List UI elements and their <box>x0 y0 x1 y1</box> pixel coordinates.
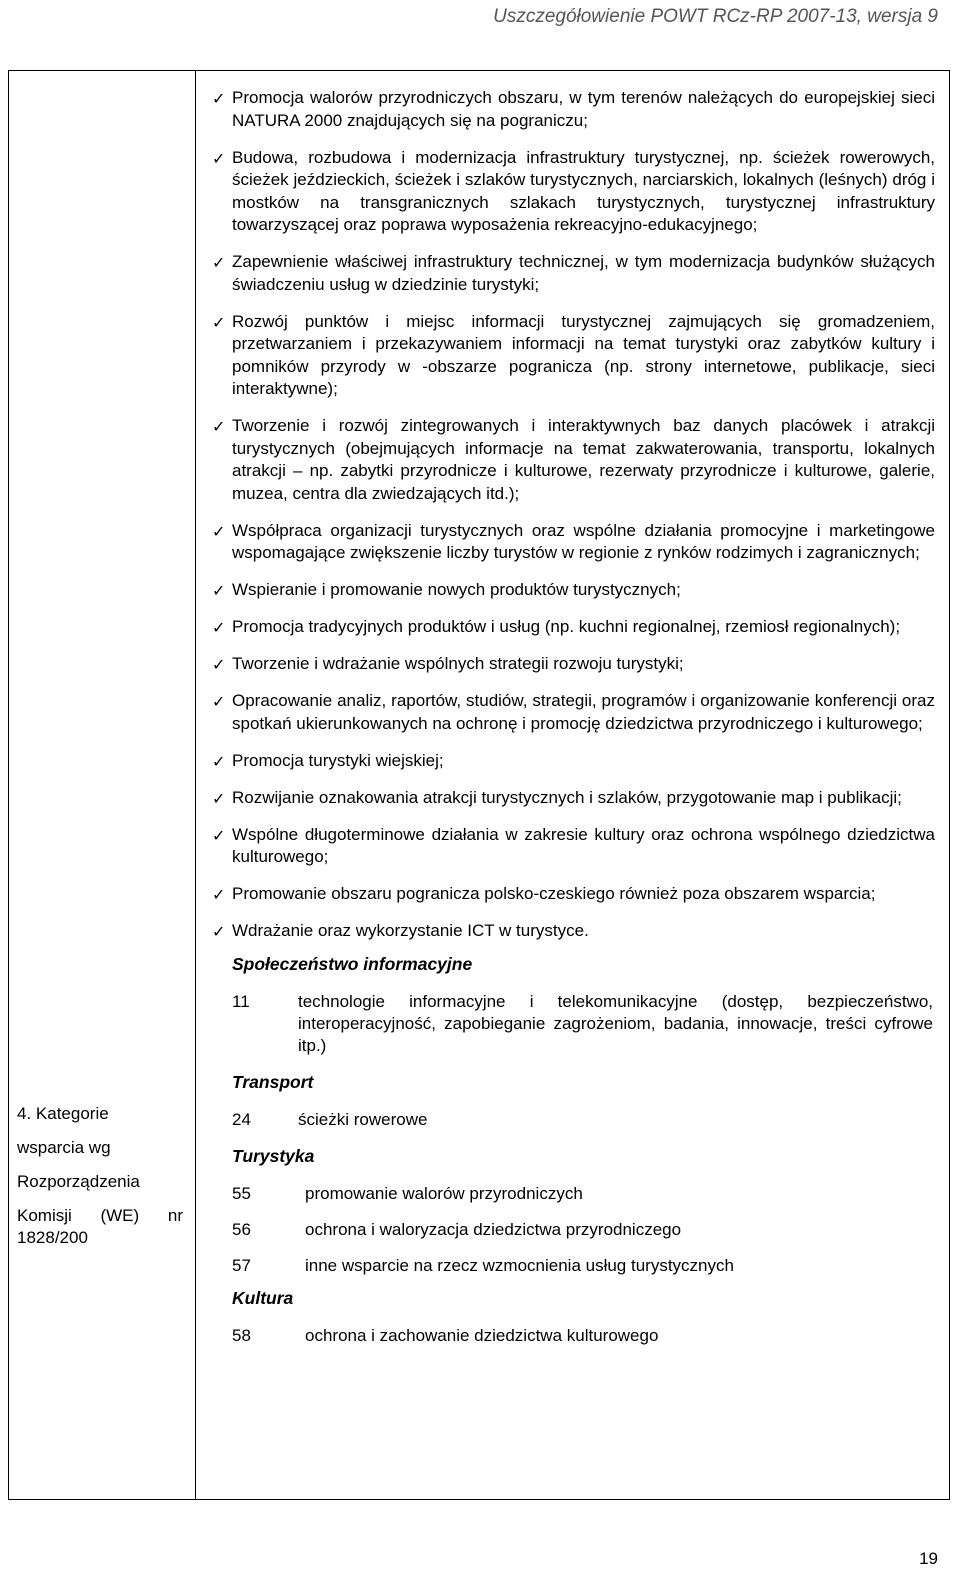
check-mark-icon: ✓ <box>212 314 226 332</box>
label-line: 4. Kategorie <box>17 1104 109 1123</box>
section-heading: Kultura <box>232 1287 294 1308</box>
check-mark-icon: ✓ <box>212 827 226 845</box>
check-mark-icon: ✓ <box>212 419 226 436</box>
list-item: ✓ Zapewnienie właściwej infrastruktury technicznej, w tym modernizacja budynków służących świadczeniu usług w dziedzinie turystyki; <box>212 252 935 294</box>
right-column <box>196 71 950 1500</box>
category-row <box>232 991 949 1057</box>
section-heading: Transport <box>232 1071 314 1092</box>
check-mark-icon: ✓ <box>212 753 226 771</box>
category-row <box>232 1219 949 1241</box>
check-mark-icon: ✓ <box>212 91 226 108</box>
check-mark-icon: ✓ <box>212 790 226 808</box>
list-item: ✓ Tworzenie i wdrażanie wspólnych strategii rozwoju turystyki; <box>212 653 935 676</box>
list-item: ✓ Promocja tradycyjnych produktów i usług (np. kuchni regionalnej, rzemiosł regionalnych); <box>212 616 935 639</box>
list-item: ✓ Współpraca organizacji turystycznych oraz wspólne działania promocyjne i marketingowe wspomagające zwiększenie liczby turystów w regionie z rynków rodzimych i zagranicznych; <box>212 520 935 562</box>
category-code: 55 <box>232 1183 251 1203</box>
category-code: 11 <box>232 991 250 1011</box>
list-item: ✓ Budowa, rozbudowa i modernizacja infrastruktury turystycznej, np. ścieżek rowerowych, ścieżek jeździeckich, ścieżek i szlaków turystycznych, narciarskich, lokalnych (leśnych) dróg i mostków na transgranicznych szlakach turystycznych, turystycznej infrastruktury towarzyszącej oraz poprawa wyposażenia rekreacyjno-edukacyjnego; <box>212 147 935 234</box>
section-heading: Społeczeństwo informacyjne <box>232 953 473 974</box>
label-line: 1828/200 <box>17 1228 88 1247</box>
label-line: Komisji (WE) nr <box>17 1206 183 1225</box>
document-header: Uszczegółowienie POWT RCz-RP 2007-13, wersja 9 <box>493 6 938 27</box>
category-code: 58 <box>232 1325 251 1345</box>
list-item: ✓ Promocja walorów przyrodniczych obszaru, w tym terenów należących do europejskiej sieci NATURA 2000 znajdujących się na pograniczu; <box>212 88 935 130</box>
check-mark-icon: ✓ <box>212 583 226 600</box>
category-text: ścieżki rowerowe <box>298 1109 428 1129</box>
category-row <box>232 1325 949 1347</box>
left-column <box>9 71 196 1500</box>
category-row <box>232 1109 949 1131</box>
category-row <box>232 1183 949 1205</box>
list-item: ✓ Tworzenie i rozwój zintegrowanych i interaktywnych baz danych placówek i atrakcji turystycznych (obejmujących informacje na temat zakwaterowania, transportu, lokalnych atrakcji – np. zabytki przyrodnicze i kulturowe, rezerwaty przyrodnicze i kulturowe, galerie, muzea, centra dla zwiedzających itd.); <box>212 416 935 503</box>
check-mark-icon: ✓ <box>212 694 226 711</box>
list-item: ✓ Wdrażanie oraz wykorzystanie ICT w turystyce. <box>212 920 935 943</box>
check-mark-icon: ✓ <box>212 924 226 941</box>
label-line: Rozporządzenia <box>17 1172 140 1191</box>
check-mark-icon: ✓ <box>212 255 226 272</box>
category-code: 56 <box>232 1219 251 1239</box>
check-mark-icon: ✓ <box>212 620 226 637</box>
check-mark-icon: ✓ <box>212 657 226 674</box>
section-heading: Turystyka <box>232 1145 315 1166</box>
list-item: ✓ Promocja turystyki wiejskiej; <box>212 750 935 773</box>
category-sections <box>196 953 949 1347</box>
category-text: ochrona i waloryzacja dziedzictwa przyrodniczego <box>305 1219 682 1239</box>
bullet-list <box>196 71 949 943</box>
category-text: technologie informacyjne i telekomunikacyjne (dostęp, bezpieczeństwo, interoperacyjność, zapobieganie zagrożeniom, badania, innowacje, treści cyfrowe itp.) <box>298 991 933 1055</box>
page-number: 19 <box>919 1549 938 1568</box>
label-line: wsparcia wg <box>17 1138 111 1157</box>
check-mark-icon: ✓ <box>212 887 226 904</box>
check-mark-icon: ✓ <box>212 523 226 541</box>
category-text: promowanie walorów przyrodniczych <box>305 1183 583 1203</box>
category-text: inne wsparcie na rzecz wzmocnienia usług turystycznych <box>305 1255 734 1275</box>
content-table <box>8 70 950 1500</box>
list-item: ✓ Rozwijanie oznakowania atrakcji turystycznych i szlaków, przygotowanie map i publikacji; <box>212 787 935 810</box>
category-code: 57 <box>232 1255 251 1275</box>
list-item: ✓ Wspieranie i promowanie nowych produktów turystycznych; <box>212 579 935 602</box>
list-item: ✓ Rozwój punktów i miejsc informacji turystycznej zajmujących się gromadzeniem, przetwarzaniem i przekazywaniem informacji na temat turystyki oraz zabytków kultury i pomników przyrody w -obszarze pogranicza (np. strony internetowe, publikacje, sieci interaktywne); <box>212 311 935 398</box>
check-mark-icon: ✓ <box>212 150 226 168</box>
list-item: ✓ Opracowanie analiz, raportów, studiów, strategii, programów i organizowanie konferencji oraz spotkań ukierunkowanych na ochronę i promocję dziedzictwa przyrodniczego i kulturowego; <box>212 691 935 733</box>
list-item: ✓ Promowanie obszaru pogranicza polsko-czeskiego również poza obszarem wsparcia; <box>212 883 935 906</box>
category-row <box>232 1255 949 1277</box>
list-item: ✓ Wspólne długoterminowe działania w zakresie kultury oraz ochrona wspólnego dziedzictwa kulturowego; <box>212 824 935 866</box>
category-code: 24 <box>232 1109 251 1129</box>
category-text: ochrona i zachowanie dziedzictwa kulturowego <box>305 1325 659 1345</box>
category-label <box>17 1097 197 1249</box>
